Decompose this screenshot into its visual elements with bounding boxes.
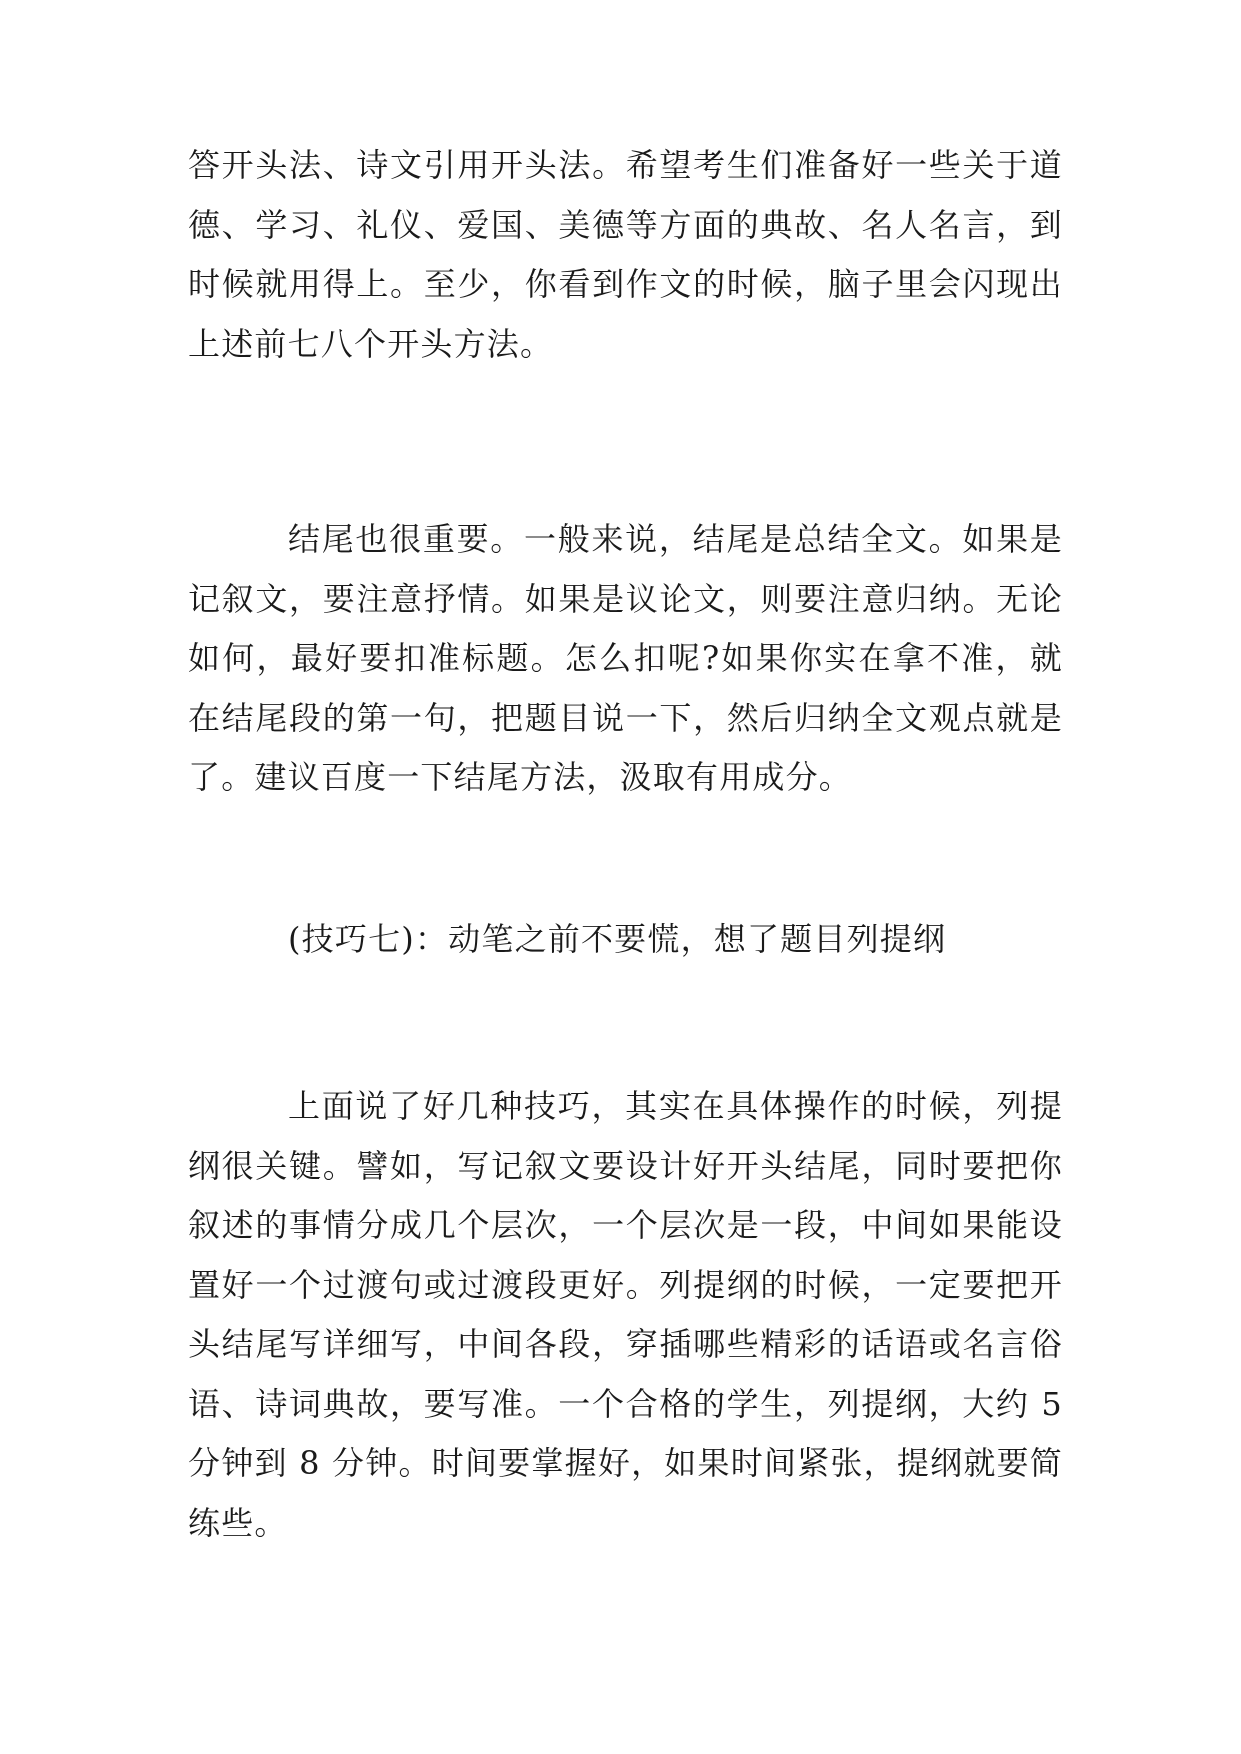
section-heading-tip-seven: (技巧七)：动笔之前不要慌，想了题目列提纲 (288, 920, 947, 958)
paragraph-ending-importance: 结尾也很重要。一般来说，结尾是总结全文。如果是记叙文，要注意抒情。如果是议论文，则要注意归纳。无论如何，最好要扣准标题。怎么扣呢?如果你实在拿不准，就在结尾段的第一句，把题目说一下，然后归纳全文观点就是了。建议百度一下结尾方法，汲取有用成分。 (188, 520, 1063, 796)
paragraph-opening-methods: 答开头法、诗文引用开头法。希望考生们准备好一些关于道德、学习、礼仪、爱国、美德等方面的典故、名人名言，到时候就用得上。至少，你看到作文的时候，脑子里会闪现出上述前七八个开头方法。 (188, 146, 1063, 363)
paragraph-outline-tips: 上面说了好几种技巧，其实在具体操作的时候，列提纲很关键。譬如，写记叙文要设计好开头结尾，同时要把你叙述的事情分成几个层次，一个层次是一段，中间如果能设置好一个过渡句或过渡段更好。列提纲的时候，一定要把开头结尾写详细写，中间各段，穿插哪些精彩的话语或名言俗语、诗词典故，要写准。一个合格的学生，列提纲，大约 5 分钟到 8 分钟。时间要掌握好，如果时间紧张，提纲就要简练些。 (188, 1087, 1063, 1542)
